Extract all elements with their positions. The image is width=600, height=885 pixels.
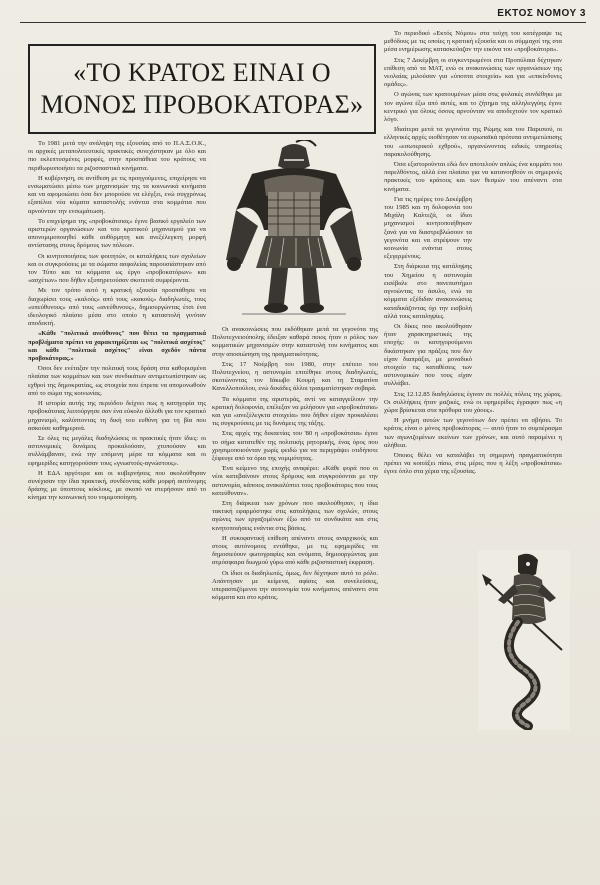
paragraph: Οι δίκες που ακολούθησαν ήταν χαρακτηριστικές της εποχής: οι κατηγορούμενοι δικάστηκαν για πράξεις που δεν είχαν διαπράξει, με μοναδικό στοιχείο τις καταθέσεις των αστυνομικών που τους είχαν συλλάβει. [384,322,472,388]
paragraph: Τα κόμματα της αριστεράς, αντί να καταγγείλουν την κρατική δολοφονία, επέλεξαν να μιλήσουν για «προβοκάτσια» και για «ανεξέλεγκτα στοιχεία» που δήθεν είχαν προκαλέσει τις συγκρούσεις με τις δυνάμεις της τάξης. [212,395,378,428]
pull-quote: «Κάθε "πολιτικά ανεύθυνος" που θέτει τα πραγματικά προβλήματα πρέπει να χαρακτηρίζεται ως "πολιτικά ασχέτος" και κάθε "πολιτικά ασχέτος" είναι σχεδόν πάντα προβοκάτορας.» [28,330,206,363]
paragraph: Η συκοφαντική επίθεση απέναντι στους αναρχικούς και στους αυτόνομους εντάθηκε, με τις εφημερίδες να δημοσιεύουν φωτογραφίες και ονόματα, δημιουργώντας μια ατμόσφαιρα διωγμού γύρω από κάθε ριζοσπαστική έκφραση. [212,534,378,567]
paragraph: Το 1981 μετά την ανάληψη της εξουσίας από το Π.Α.Σ.Ο.Κ., οι αρχικές μεταπολιτευτικές πρακτικές συνεχίστηκαν με όλο και πιο εκλεπτυσμένες μορφές, στην προσπάθεια του κράτους να περιθωριοποιήσει τα ριζοσπαστικά κινήματα. [28,140,206,172]
headline: «ΤΟ ΚΡΑΤΟΣ ΕΙΝΑΙ Ο ΜΟΝΟΣ ΠΡΟΒΟΚΑΤΟΡΑΣ» [40,58,364,119]
armored-knight-illustration [212,140,376,322]
paragraph: Οι ίδιοι οι διαδηλωτές, όμως, δεν δέχτηκαν αυτό το ρόλο. Απάντησαν με κείμενα, αφίσες και συνελεύσεις, υπερασπιζόμενοι την αυτονομία του κινήματος απέναντι στα κόμματα και στο κράτος. [212,569,378,602]
paragraph: Ιδιαίτερα μετά τα γεγονότα της Ρώμης και του Παρισιού, οι ελληνικές αρχές υιοθέτησαν τα ευρωπαϊκά πρότυπα αντιμετώπισης του «εσωτερικού εχθρού», οργανώνοντας ειδικές υπηρεσίες παρακολούθησης. [384,126,562,158]
paragraph: Για τις ημέρες του Δεκέμβρη του 1985 και τη δολοφονία του Μιχάλη Καλτεζά, οι ίδιοι μηχανισμοί κινητοποιήθηκαν ξανά για να διαστρεβλώσουν τα γεγονότα και να στρέψουν την κοινωνία ενάντια στους εξεγερμένους. [384,195,472,261]
paragraph: Η ΕΔΑ αργότερα και οι κυβερνήσεις που ακολούθησαν συνέχισαν την ίδια πρακτική, συνδέοντας κάθε μορφή αυτόνομης δράσης με ύποπτους κύκλους, με σκοπό να στερήσουν από το κίνημα την κοινωνική του νομιμοποίηση. [28,469,206,502]
header-rule [20,22,586,23]
paragraph: Όποιος θέλει να καταλάβει τη σημερινή πραγματικότητα πρέπει να κοιτάξει πίσω, στις μέρες που η λέξη «προβοκάτσια» έγινε όπλο στα χέρια της εξουσίας. [384,451,562,476]
paragraph: Οι ανακοινώσεις που εκδόθηκαν μετά τα γεγονότα της Πολυτεχνειούπολης έδειξαν καθαρά ποιος ήταν ο ρόλος των κομματικών μηχανισμών στην καταστολή του κινήματος και στην αποσιώπηση της πραγματικότητας. [212,326,378,358]
paragraph: Ένα κείμενο της εποχής αναφέρει: «Κάθε φορά που οι νέοι κατεβαίνουν στους δρόμους και συγκρούονται με την αστυνομία, κάποιος ανακαλύπτει τους προβοκάτορες που τους κατεύθυναν». [212,465,378,497]
paragraph: Στις αρχές της δεκαετίας του '80 η «προβοκάτσια» έγινε το σήμα κατατεθέν της πολιτικής ρητορικής, ένας όρος που χρησιμοποιούνταν χωρίς φειδώ για να περιγράψει οτιδήποτε ξέφευγε από τα όρια της νομιμότητας. [212,430,378,463]
paragraph: Το επιχείρημα της «προβοκάτσιας» έγινε βασικό εργαλείο των αριστερών οργανώσεων και του κρατικού μηχανισμού για να απονομιμοποιηθεί κάθε αυθόρμητη και ανεξέλεγκτη μορφή αντίστασης στους δρόμους των πόλεων. [28,217,206,250]
paragraph: Στις 12.12.85 διαδηλώσεις έγιναν σε πολλές πόλεις της χώρας. Οι συλλήψεις ήταν μαζικές, ενώ οι εφημερίδες έγραφαν πως «η χώρα βρίσκεται στα πρόθυρα του χάους». [384,390,562,414]
paragraph: Στις 7 Δεκέμβρη οι συγκεντρωμένοι στα Προπύλαια δέχτηκαν επίθεση από τα ΜΑΤ, ενώ οι ανακοινώσεις των οργανώσεων της νεολαίας μιλούσαν για «ύποπτα στοιχεία» και για «επικίνδυνες ομάδες». [384,56,562,89]
text-column-right [384,30,562,875]
text-column-middle [212,326,378,875]
paragraph: Η μνήμη αυτών των γεγονότων δεν πρέπει να σβήσει. Το κράτος είναι ο μόνος προβοκάτορας — αυτό ήταν το συμπέρασμα των αγωνιζομένων εκείνων των χρόνων, και αυτό παραμένει η αλήθεια. [384,417,562,449]
headline-box [28,44,376,134]
paragraph: Στις 17 Νοέμβρη του 1980, στην επέτειο του Πολυτεχνείου, η αστυνομία επιτέθηκε στους διαδηλωτές, σκοτώνοντας τον Ιάκωβο Κουμή και τη Σταματίνα Κανελλοπούλου, ενώ δεκάδες άλλοι τραυματίστηκαν σοβαρά. [212,360,378,393]
paragraph: Οι κινητοποιήσεις των φοιτητών, οι καταλήψεις των σχολείων και οι συγκρούσεις με τα σώματα ασφαλείας παρουσιάστηκαν από τον Τύπο και τα κόμματα ως έργο «προβοκατόρων» και «ασχέτων» που δήθεν εξυπηρετούσαν σκοτεινά συμφέροντα. [28,252,206,285]
text-column-left [28,140,206,875]
paragraph: Η κυβέρνηση, σε αντίθεση με τις προηγούμενες, επιχείρησε να ενσωματώσει μέσω των μηχανισμών της τα κοινωνικά κινήματα και να αφομοιώσει όσα δεν μπορούσε να ελέγξει, ενώ συγχρόνως εξαπέλυε νέα κύματα καταστολής ενάντια στα κομμάτια που αρνούνταν την ενσωμάτωση. [28,174,206,215]
paragraph: Όσοι δεν ενέταξαν την πολιτική τους δράση στα καθορισμένα πλαίσια των κομμάτων και των συνδικάτων αντιμετωπίστηκαν ως εχθροί της δημοκρατίας, ως στοιχεία που έπρεπε να απομονωθούν από το σώμα της κοινωνίας. [28,365,206,397]
paragraph: Όσα εξιστορούνται εδώ δεν αποτελούν απλώς ένα κομμάτι του παρελθόντος, αλλά ένα πλαίσιο για να κατανοηθούν οι σημερινές πρακτικές του κράτους και των θεσμών του απέναντι στα κινήματα. [384,161,562,193]
paragraph: Η ιστορία αυτής της περιόδου δείχνει πως η κατηγορία της προβοκάτσιας λειτούργησε σαν ένα εύκολο άλλοθι για τον κρατικό μηχανισμό, καλύπτοντας τη δική του ευθύνη για τη βία που ασκούσε καθημερινά. [28,400,206,432]
paragraph: Το περιοδικό «Εκτός Νόμου» στα τεύχη του κατέγραψε τις μεθόδους με τις οποίες η κρατική εξουσία και οι σύμμαχοί της στα μέσα ενημέρωσης κατασκεύαζαν την εικόνα του «προβοκάτορα». [384,30,562,54]
paragraph: Με τον τρόπο αυτό η κρατική εξουσία προσπάθησε να διαχωρίσει τους «καλούς» από τους «κακούς» διαδηλωτές, τους «υπεύθυνους» από τους «ανεύθυνους», δημιουργώντας έτσι ένα ιδεολογικό πλαίσιο μέσα στο οποίο η καταστολή γινόταν αποδεκτή. [28,287,206,328]
serpent-warrior-illustration [478,550,570,730]
paragraph: Σε όλες τις μεγάλες διαδηλώσεις οι πρακτικές ήταν ίδιες: οι αστυνομικές δυνάμεις προκαλούσαν, χτυπούσαν και συλλάμβαναν, ενώ την επόμενη μέρα τα κόμματα και οι εφημερίδες κατηγορούσαν τους «γνωστούς-αγνώστους». [28,434,206,467]
paragraph: Στη διάρκεια της κατάληψης του Χημείου η αστυνομία εισέβαλε στο πανεπιστήμιο αγνοώντας το άσυλο, ενώ τα κόμματα εξέδιδαν ανακοινώσεις καταδικάζοντας όχι την εισβολή αλλά τους καταληψίες. [384,263,472,320]
paragraph: Ο αγώνας των κρατουμένων μέσα στις φυλακές συνδέθηκε με τον αγώνα έξω από αυτές, και το ζήτημα της αλληλεγγύης έγινε κεντρικό για όλους όσους αρνούνταν να αποδεχτούν τον κρατικό λόγο. [384,91,562,124]
paragraph: Στη διάρκεια των χρόνων που ακολούθησαν, η ίδια τακτική εφαρμόστηκε στις καταλήψεις των σχολών, στους αγώνες των εργαζομένων έξω από τα συνδικάτα και στις κινητοποιήσεις ενάντια στις βάσεις. [212,500,378,532]
running-head: ΕΚΤΟΣ ΝΟΜΟΥ 3 [497,8,586,19]
